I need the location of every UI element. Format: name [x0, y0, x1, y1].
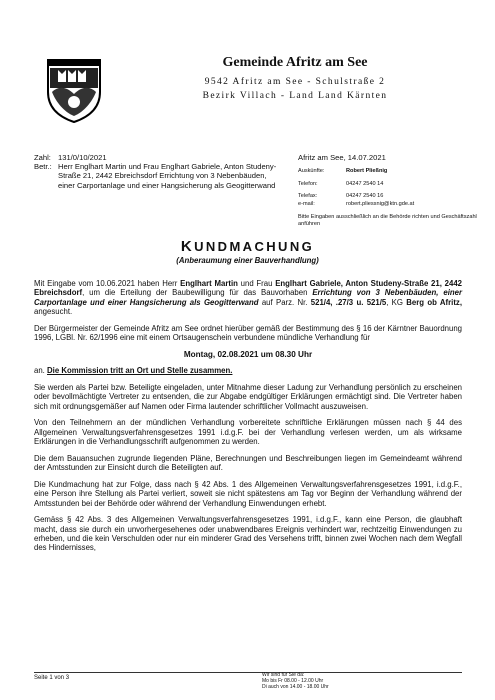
hearing-date: Montag, 02.08.2021 um 08.30 Uhr — [183, 349, 313, 359]
telefon-label: Telefon: — [298, 180, 318, 187]
telefon-value: 04247 2540 14 — [346, 180, 384, 187]
applicant-name-1: Englhart Martin — [180, 279, 238, 288]
contact-details — [298, 168, 478, 208]
paragraph-reinstatement: Gemäss § 42 Abs. 3 des Allgemeinen Verwaltungsverfahrensgesetzes 1991, i.d.g.F., kann eine Person, die glaubhaft macht, dass sie durch ein unvorhergesehenes oder unabwendbares Ereignis verhindert war, rechtzeitig Einwendungen zu erheben, und die kein Verschulden oder nur ein minderer Grad des Versehens trifft, binnen zwei Wochen nach dem Wegfall des Hindernisses, — [34, 515, 462, 553]
document-subheading: (Anberaumung einer Bauverhandlung) — [176, 256, 319, 265]
applicant-name-2: Englhart Gabriele, Anton Studeny-Straße 21, 2442 Ebreichsdorf — [34, 279, 462, 298]
paragraph-written-statements: Von den Teilnehmern an der mündlichen Verhandlung vorbereitete schriftliche Erklärungen müssen nach § 44 des Allgemeinen Verwaltungsverfahrensgesetzes 1991 i.d.g.F. bei der Verhandlung verlesen werden, um als wirksame Erklärungen in die Verhandlungsschrift aufgenommen zu werden. — [34, 418, 462, 447]
municipality-title: Gemeinde Afritz am See — [222, 55, 368, 70]
email-label: e-mail: — [298, 200, 315, 207]
office-hours — [262, 672, 329, 691]
text-span: Mit Eingabe vom 10.06.2021 haben Herr — [34, 279, 181, 288]
text-span: auf Parz. Nr. — [258, 297, 311, 307]
footer-divider — [34, 672, 462, 673]
municipality-address: 9542 Afritz am See - Schulstraße 2 — [204, 77, 386, 87]
auskunft-label: Auskünfte: — [298, 168, 325, 174]
document-heading — [0, 238, 495, 255]
text-span: , KG — [386, 297, 407, 307]
paragraph-commission — [34, 366, 462, 375]
paragraph-application — [34, 279, 462, 317]
coat-of-arms-icon — [44, 56, 104, 124]
zahl-label: Zahl: — [34, 153, 51, 162]
text-span: angesucht. — [34, 307, 73, 317]
paragraph-order: Der Bürgermeister der Gemeinde Afritz am See ordnet hierüber gemäß der Bestimmung des § 16 der Kärntner Bauordnung 1996, LGBl. Nr. 62/1996 eine mit einem Ortsaugenschein verbundene mündliche Verhandlung für — [34, 323, 462, 343]
paragraph-invitation: Sie werden als Partei bzw. Beteiligte eingeladen, unter Mitnahme dieser Ladung zur Verhandlung persönlich zu erscheinen oder bevollmächtigte Vertreter zu entsenden, die zur Abgabe endgültiger Erklärungen ermächtigt sind. Die Vertreter haben sich mit ordnungsgemäßer auf Namen oder Firma lautender schriftlicher Vollmacht auszuweisen. — [34, 383, 462, 411]
auskunft-value: Robert Pließnig — [346, 168, 388, 174]
document-body — [34, 279, 462, 560]
text-span: und Frau — [237, 279, 276, 288]
betr-value: Herr Englhart Martin und Frau Englhart Gabriele, Anton Studeny-Straße 21, 2442 Ebreichsdorf Errichtung von 3 Nebenbäuden, einer Carportanlage und einer Hangsicherung als Geogitterwand — [58, 162, 277, 190]
contact-block — [298, 153, 478, 228]
heading-initial: K — [180, 238, 195, 255]
submission-note: Bitte Eingaben ausschließlich an die Behörde richten und Geschäftszahl anführen — [298, 214, 477, 228]
paragraph-plans: Die dem Bauansuchen zugrunde liegenden Pläne, Berechnungen und Beschreibungen liegen im Gemeindeamt während der Amtsstunden zur Einsicht durch die Beteiligten auf. — [34, 453, 462, 473]
email-value[interactable]: robert.pliessnig@ktn.gde.at — [346, 200, 415, 207]
zahl-value: 131/0/10/2021 — [58, 153, 107, 162]
betr-row — [34, 162, 284, 190]
text-span: an. — [34, 366, 48, 376]
office-hours-title: Wir sind für Sie da: — [262, 672, 305, 678]
text-span: , um die Erteilung der Baubewilligung für das Bauvorhaben — [82, 288, 313, 298]
betr-label: Betr.: — [34, 162, 52, 172]
heading-rest: UNDMACHUNG — [194, 239, 315, 254]
office-hours-tuesday: Di auch von 14.00 - 18.00 Uhr — [262, 684, 329, 691]
zahl-row — [34, 153, 284, 162]
paragraph-consequence: Die Kundmachung hat zur Folge, dass nach § 42 Abs. 1 des Allgemeinen Verwaltungsverfahrensgesetzes 1991, i.d.g.F., eine Person ihre Stellung als Partei verliert, soweit sie nicht spätestens am Tag vor Beginn der Verhandlung während der Amtsstunden bei der Behörde oder während der Verhandlung Einwendungen erhebt. — [34, 479, 462, 508]
document-date: Afritz am See, 14.07.2021 — [298, 153, 386, 162]
project-description: Errichtung von 3 Nebenbäuden, einer Carportanlage und einer Hangsicherung als Geogitterwand — [34, 288, 462, 307]
municipality-region: Bezirk Villach - Land Land Kärnten — [202, 91, 388, 101]
cadastral-community: Berg ob Afritz, — [406, 297, 462, 307]
telefax-label: Telefax: — [298, 193, 318, 200]
telefax-value: 04247 2540 16 — [346, 193, 384, 200]
commission-note: Die Kommission tritt an Ort und Stelle zusammen. — [47, 366, 233, 376]
office-hours-weekdays: Mo bis Fr 08.00 - 12.00 Uhr — [262, 678, 324, 685]
parcel-numbers: 521/4, .27/3 u. 521/5 — [310, 297, 387, 307]
reference-block — [34, 153, 284, 190]
page-number: Seite 1 von 3 — [34, 675, 70, 681]
